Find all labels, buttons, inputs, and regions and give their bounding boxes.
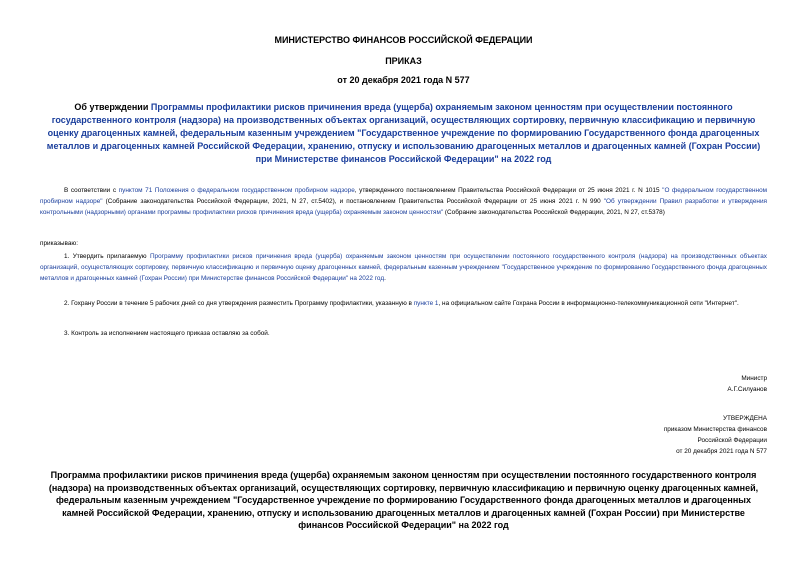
item-1-program-link[interactable]: Программу профилактики рисков причинения вреда (ущерба) охраняемым законом ценностям при осуществлении постоянного государственного контроля (надзора) на производственных объектах организаций, осуществляющих сортировку, первичную классификацию и первичную оценку драгоценных камней, федеральным казенным учреждением "Государственное учреждение по формированию Государственного фонда драгоценных металлов и драгоценных камней (Гохран России) при Министерстве финансов Российской Федерации" на 2022 год [40,253,767,282]
preamble-text-3: (Собрание законодательства Российской Федерации, 2021, N 27, ст.5402), и постановлением Правительства Российской Федерации от 25 июня 2021 г. N 990 [102,198,604,205]
item-2-clause-link[interactable]: пункте 1 [413,300,439,307]
signature-block [567,373,767,395]
order-verb: приказываю: [40,240,78,247]
preamble-text-1: В соответствии с [64,187,119,194]
item-2-text-2: , на официальном сайте Гохрана России в информационно-телекоммуникационной сети "Интернет". [438,300,739,307]
preamble-link-resolution-1015[interactable]: "О федеральном государственном пробирном надзоре" [40,187,768,205]
approval-line-1: УТВЕРЖДЕНА [722,415,767,422]
approval-line-4: от 20 декабря 2021 года N 577 [676,448,767,455]
item-2-paragraph [40,298,767,309]
title-program-link[interactable]: Программы профилактики рисков причинения вреда (ущерба) охраняемым законом ценностям при осуществлении постоянного государственного контроля (надзора) на производственных объектах организаций, осуществляющих сортировку, первичную классификацию и первичную оценку драгоценных камней, федеральным казенным учреждением "Государственное учреждение по формированию Государственного фонда драгоценных металлов и драгоценных камней Российской Федерации, хранению, отпуску и использованию драгоценных металлов и драгоценных камней (Гохран России) при Министерстве финансов Российской Федерации" на 2022 год [46,102,761,164]
preamble-text-2: , утвержденного постановлением Правительства Российской Федерации от 25 июня 2021 г. N 1015 [354,187,663,194]
item-1-end: . [384,275,386,282]
preamble-link-resolution-990[interactable]: "Об утверждении Правил разработки и утверждения контрольными (надзорными) органами программы профилактики рисков причинения вреда (ущерба) охраняемым законом ценностям" [40,198,767,216]
item-3-paragraph: 3. Контроль за исполнением настоящего приказа оставляю за собой. [64,330,270,337]
preamble-link-regulation[interactable]: пунктом 71 Положения о федеральном государственном пробирном надзоре [118,187,355,194]
approval-line-3: Российской Федерации [697,437,767,444]
item-1-text: 1. Утвердить прилагаемую [64,253,147,260]
doc-date-heading: от 20 декабря 2021 года N 577 [337,75,470,85]
preamble-text-4: (Собрание законодательства Российской Федерации, 2021, N 27, ст.5378) [443,209,665,216]
signer-name: А.Г.Силуанов [727,386,767,393]
signer-position: Министр [741,375,767,382]
item-2-text-1: 2. Гохрану России в течение 5 рабочих дней со дня утверждения разместить Программу профилактики, указанную в [64,300,414,307]
program-title: Программа профилактики рисков причинения вреда (ущерба) охраняемым законом ценностям при осуществлении постоянного государственного контроля (надзора) на производственных объектах организаций, осуществляющих сортировку, первичную классификацию и первичную оценку драгоценных камней, федеральным казенным учреждением "Государственное учреждение по формированию Государственного фонда драгоценных металлов и драгоценных камней Российской Федерации, хранению, отпуску и использованию драгоценных металлов и драгоценных камней (Гохран России) при Министерстве финансов Российской Федерации" на 2022 год [48,470,759,530]
item-1-paragraph [40,251,767,284]
order-title [40,101,767,166]
doc-type-heading: ПРИКАЗ [385,56,422,66]
preamble-paragraph [40,185,767,218]
title-prefix: Об утверждении [74,102,151,112]
ministry-heading: МИНИСТЕРСТВО ФИНАНСОВ РОССИЙСКОЙ ФЕДЕРАЦИИ [274,35,533,45]
approval-line-2: приказом Министерства финансов [663,426,767,433]
approval-stamp [547,413,767,457]
